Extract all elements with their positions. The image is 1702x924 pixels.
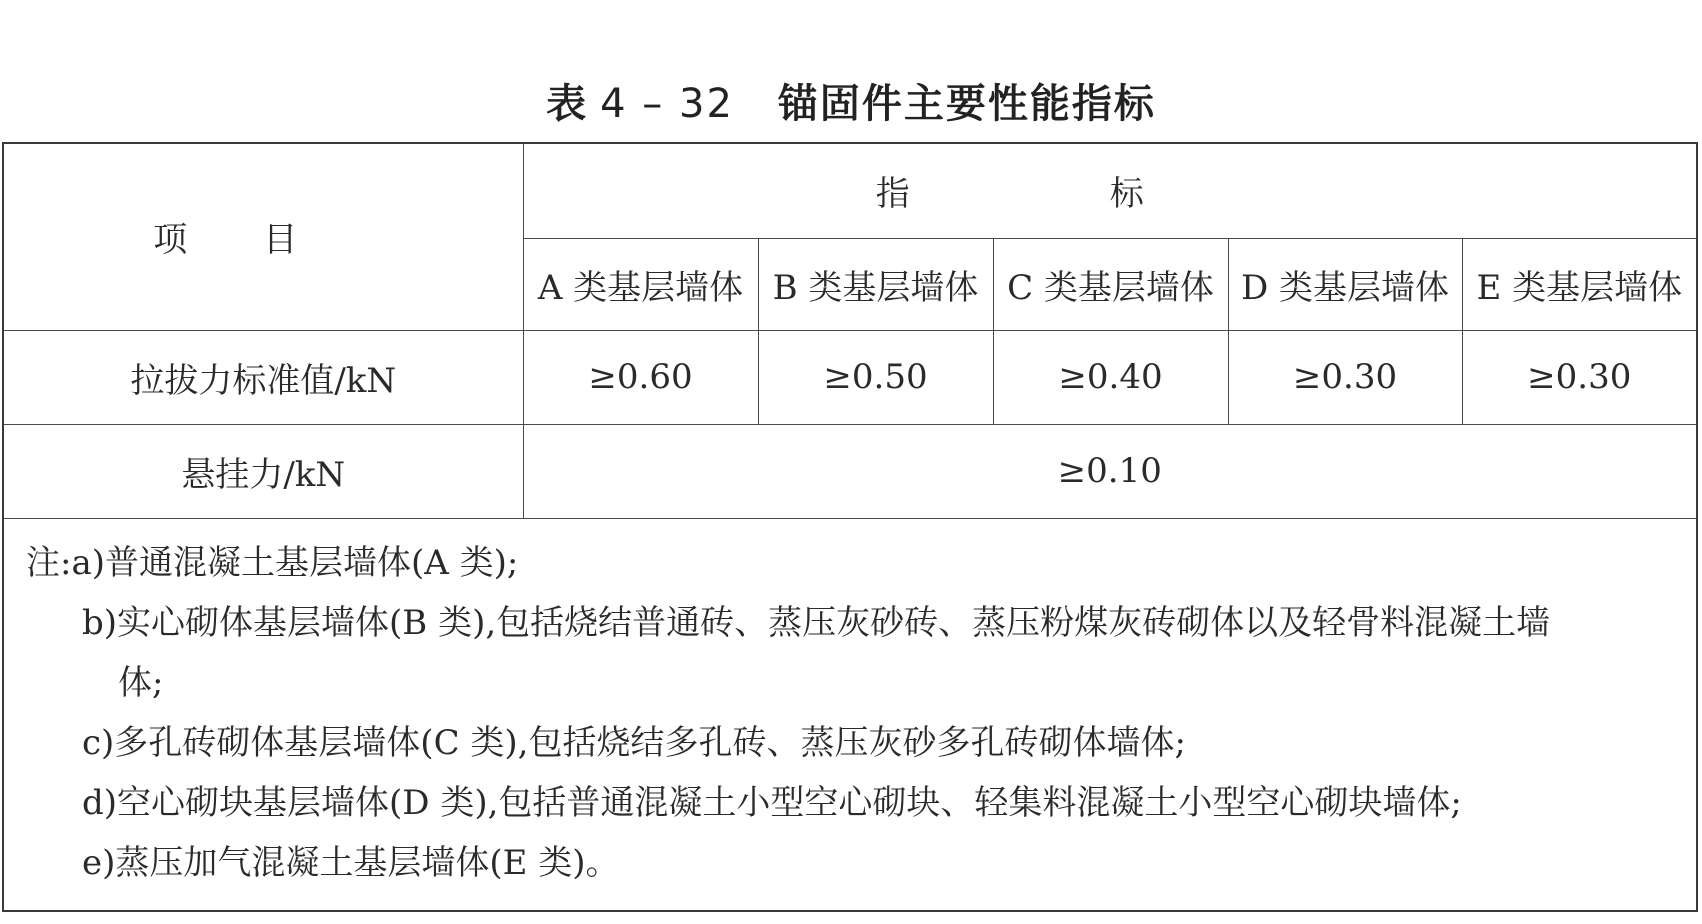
header-wall-type-e: E 类基层墙体 bbox=[1462, 238, 1696, 330]
table-notes bbox=[4, 518, 1696, 893]
header-indicator-cell bbox=[523, 144, 1696, 238]
pullout-value-d: ≥0.30 bbox=[1228, 330, 1462, 424]
header-item-label: 项目 bbox=[153, 220, 374, 261]
note-c: c)多孔砖砌体基层墙体(C 类),包括烧结多孔砖、蒸压灰砂多孔砖砌体墙体; bbox=[82, 723, 1186, 763]
title-text: 锚固件主要性能指标 bbox=[777, 81, 1156, 127]
header-wall-type-d: D 类基层墙体 bbox=[1228, 238, 1462, 330]
note-a: 注:a)普通混凝土基层墙体(A 类); bbox=[26, 543, 519, 583]
note-b: b)实心砌体基层墙体(B 类),包括烧结普通砖、蒸压灰砂砖、蒸压粉煤灰砖砌体以及轻骨料混凝土墙 bbox=[82, 603, 1551, 643]
note-e: e)蒸压加气混凝土基层墙体(E 类)。 bbox=[82, 843, 620, 883]
table-row bbox=[4, 330, 1696, 424]
row-label-pullout: 拉拔力标准值/kN bbox=[4, 330, 523, 424]
row-label-suspension: 悬挂力/kN bbox=[4, 424, 523, 518]
pullout-value-a: ≥0.60 bbox=[523, 330, 758, 424]
pullout-value-e: ≥0.30 bbox=[1462, 330, 1696, 424]
performance-table bbox=[4, 144, 1696, 519]
header-wall-type-c: C 类基层墙体 bbox=[993, 238, 1228, 330]
title-prefix: 表 bbox=[546, 81, 589, 127]
table-title bbox=[0, 72, 1702, 129]
header-indicator-label: 指标 bbox=[875, 174, 1344, 215]
pullout-value-c: ≥0.40 bbox=[993, 330, 1228, 424]
title-number: 4 – 32 bbox=[600, 81, 734, 127]
suspension-value: ≥0.10 bbox=[523, 424, 1696, 518]
table-frame bbox=[2, 142, 1698, 912]
header-wall-type-a: A 类基层墙体 bbox=[523, 238, 758, 330]
header-row-1 bbox=[4, 144, 1696, 238]
header-item-cell bbox=[4, 144, 523, 330]
table-row bbox=[4, 424, 1696, 518]
note-b-continued: 体; bbox=[118, 663, 164, 703]
pullout-value-b: ≥0.50 bbox=[758, 330, 993, 424]
header-wall-type-b: B 类基层墙体 bbox=[758, 238, 993, 330]
note-d: d)空心砌块基层墙体(D 类),包括普通混凝土小型空心砌块、轻集料混凝土小型空心砌块墙体; bbox=[82, 783, 1462, 823]
